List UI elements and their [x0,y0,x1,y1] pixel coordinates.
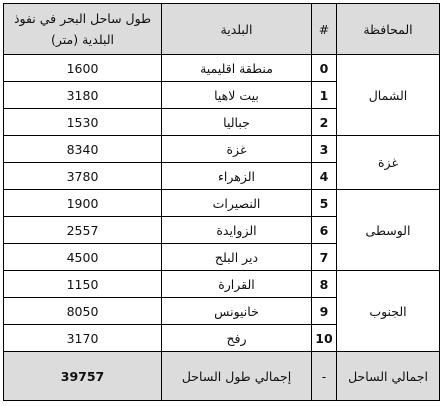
total-length: 39757 [4,352,162,401]
length-cell: 8340 [4,136,162,163]
governorate-north: الشمال [337,55,440,136]
length-cell: 1600 [4,55,162,82]
municipality-cell: الزوايدة [162,217,312,244]
table-row [4,190,440,217]
number-cell: 4 [312,163,337,190]
length-cell: 3180 [4,82,162,109]
total-label: إجمالي طول الساحل [162,352,312,401]
number-cell: 9 [312,298,337,325]
municipality-cell: منطقة اقليمية [162,55,312,82]
header-length: طول ساحل البحر في نفوذ البلدية (متر) [4,4,162,55]
governorate-gaza: غزة [337,136,440,190]
table-row [4,55,440,82]
length-cell: 3170 [4,325,162,352]
municipality-cell: غزة [162,136,312,163]
number-cell: 5 [312,190,337,217]
number-cell: 2 [312,109,337,136]
municipality-cell: خانيونس [162,298,312,325]
total-row [4,352,440,401]
header-governorate: المحافظة [337,4,440,55]
header-municipality: البلدية [162,4,312,55]
total-number: - [312,352,337,401]
number-cell: 0 [312,55,337,82]
number-cell: 7 [312,244,337,271]
number-cell: 1 [312,82,337,109]
table-row [4,136,440,163]
municipality-cell: رفح [162,325,312,352]
coastline-table [3,3,440,401]
municipality-cell: دير البلح [162,244,312,271]
length-cell: 8050 [4,298,162,325]
length-cell: 1900 [4,190,162,217]
municipality-cell: القرارة [162,271,312,298]
municipality-cell: بيت لاهيا [162,82,312,109]
number-cell: 8 [312,271,337,298]
total-governorate: اجمالي الساحل [337,352,440,401]
municipality-cell: جباليا [162,109,312,136]
length-cell: 3780 [4,163,162,190]
number-cell: 6 [312,217,337,244]
length-cell: 4500 [4,244,162,271]
length-cell: 1150 [4,271,162,298]
length-cell: 1530 [4,109,162,136]
header-number: # [312,4,337,55]
table-row [4,271,440,298]
number-cell: 10 [312,325,337,352]
length-cell: 2557 [4,217,162,244]
governorate-south: الجنوب [337,271,440,352]
municipality-cell: النصيرات [162,190,312,217]
header-row [4,4,440,55]
number-cell: 3 [312,136,337,163]
municipality-cell: الزهراء [162,163,312,190]
governorate-middle: الوسطى [337,190,440,271]
